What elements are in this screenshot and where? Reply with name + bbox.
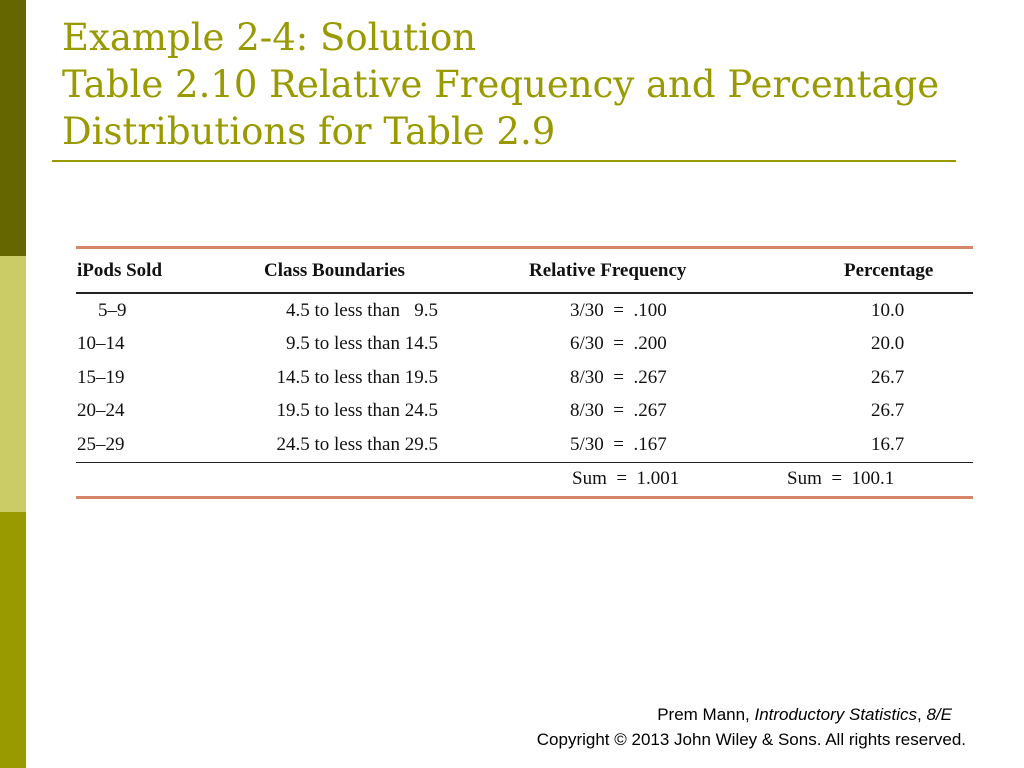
- side-bar-light: [0, 256, 26, 512]
- table-header-row: [76, 249, 973, 292]
- citation-author: Prem Mann,: [657, 705, 755, 724]
- percentage-cell: 10.0: [871, 299, 905, 321]
- title-divider: [52, 160, 956, 162]
- relative-frequency-cell: 6/30 = .200: [570, 333, 667, 355]
- percentage-cell: 26.7: [871, 366, 905, 388]
- ipods-sold-cell: 20–24: [77, 400, 125, 422]
- ipods-sold-cell: 15–19: [77, 366, 125, 388]
- side-bar-dark: [0, 0, 26, 256]
- class-boundaries-cell: 9.5 to less than 14.5: [286, 333, 438, 355]
- table-row: [76, 428, 973, 462]
- title-line-1: Example 2-4: Solution: [62, 16, 477, 59]
- relative-frequency-cell: 8/30 = .267: [570, 400, 667, 422]
- copyright-line: Copyright © 2013 John Wiley & Sons. All rights reserved.: [536, 730, 966, 749]
- table-row: [76, 395, 973, 429]
- class-boundaries-cell: 4.5 to less than 9.5: [286, 299, 438, 321]
- frequency-table: [76, 246, 973, 499]
- title-line-2: Table 2.10 Relative Frequency and Percentage: [62, 63, 940, 106]
- header-class-boundaries: Class Boundaries: [264, 259, 405, 281]
- citation-line: [537, 702, 966, 727]
- table-row: [76, 361, 973, 395]
- sum-row: [76, 463, 973, 497]
- percentage-cell: 26.7: [871, 400, 905, 422]
- relative-frequency-cell: 3/30 = .100: [570, 299, 667, 321]
- slide-title: [62, 14, 962, 155]
- ipods-sold-cell: 10–14: [77, 333, 125, 355]
- ipods-sold-cell: 5–9: [98, 299, 127, 321]
- header-percentage: Percentage: [844, 259, 934, 281]
- table-bottom-rule: [76, 496, 973, 499]
- relative-frequency-sum: Sum = 1.001: [572, 468, 680, 490]
- side-bar-olive: [0, 512, 26, 768]
- table-row: [76, 294, 973, 328]
- ipods-sold-cell: 25–29: [77, 433, 125, 455]
- header-ipods-sold: iPods Sold: [77, 259, 163, 281]
- percentage-cell: 16.7: [871, 433, 905, 455]
- title-line-3: Distributions for Table 2.9: [62, 110, 556, 153]
- slide-footer: [537, 702, 966, 752]
- citation-edition: 8/E: [926, 705, 952, 724]
- class-boundaries-cell: 14.5 to less than 19.5: [276, 366, 438, 388]
- class-boundaries-cell: 19.5 to less than 24.5: [276, 400, 438, 422]
- percentage-cell: 20.0: [871, 333, 905, 355]
- citation-separator: ,: [917, 705, 927, 724]
- table-row: [76, 328, 973, 362]
- relative-frequency-cell: 5/30 = .167: [570, 433, 667, 455]
- header-relative-frequency: Relative Frequency: [529, 259, 687, 281]
- citation-book-title: Introductory Statistics: [754, 705, 918, 724]
- percentage-sum: Sum = 100.1: [787, 468, 895, 490]
- relative-frequency-cell: 8/30 = .267: [570, 366, 667, 388]
- class-boundaries-cell: 24.5 to less than 29.5: [276, 433, 438, 455]
